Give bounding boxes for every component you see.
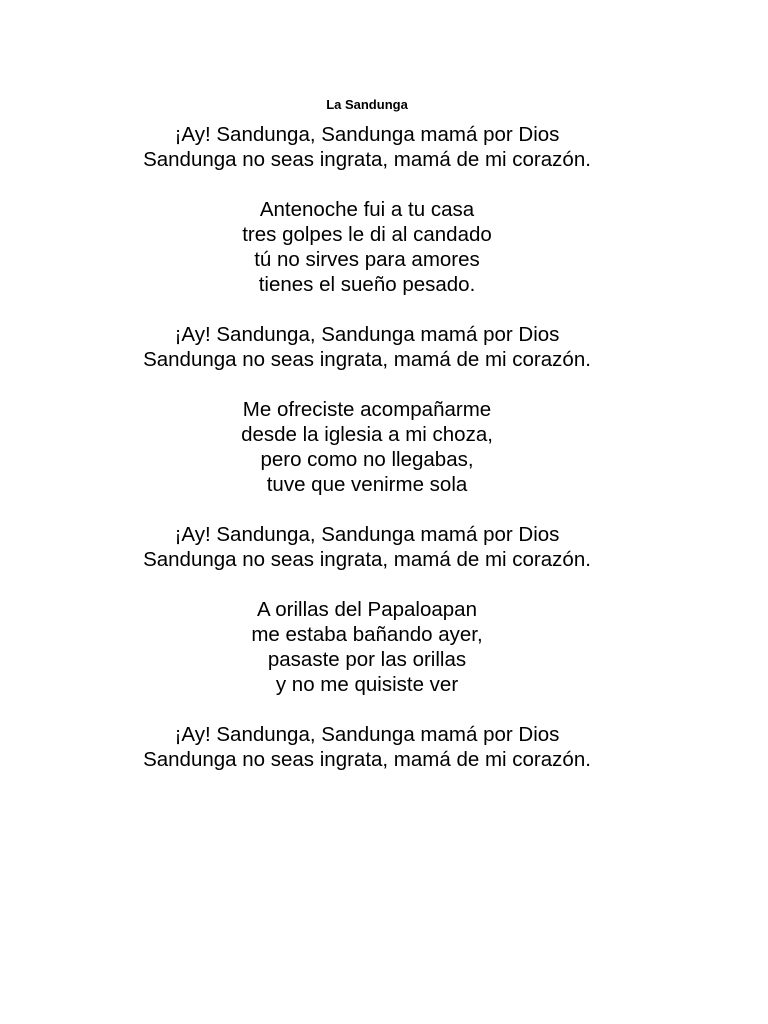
lyric-line: Sandunga no seas ingrata, mamá de mi corazón.: [143, 148, 591, 171]
lyric-line: Sandunga no seas ingrata, mamá de mi corazón.: [143, 548, 591, 571]
stanza-chorus-3: [0, 522, 734, 572]
lyric-line: ¡Ay! Sandunga, Sandunga mamá por Dios: [174, 323, 560, 346]
lyric-line: tres golpes le di al candado: [242, 223, 492, 246]
document-title: La Sandunga: [326, 97, 408, 112]
lyric-line: pasaste por las orillas: [267, 648, 467, 671]
stanza-verse-3: [0, 597, 734, 697]
lyric-line: A orillas del Papaloapan: [257, 598, 477, 621]
lyric-line: y no me quisiste ver: [275, 673, 459, 696]
lyric-line: Sandunga no seas ingrata, mamá de mi corazón.: [143, 748, 591, 771]
lyric-line: Me ofreciste acompañarme: [242, 398, 492, 421]
lyric-line: tuve que venirme sola: [266, 473, 468, 496]
stanza-chorus-1: [0, 122, 734, 172]
stanza-verse-1: [0, 197, 734, 297]
stanza-chorus-2: [0, 322, 734, 372]
lyrics-body: [0, 122, 734, 797]
lyric-line: Antenoche fui a tu casa: [259, 198, 475, 221]
lyric-line: tienes el sueño pesado.: [258, 273, 476, 296]
lyric-line: me estaba bañando ayer,: [251, 623, 483, 646]
lyric-line: tú no sirves para amores: [254, 248, 480, 271]
lyric-line: desde la iglesia a mi choza,: [241, 423, 493, 446]
lyric-line: ¡Ay! Sandunga, Sandunga mamá por Dios: [174, 123, 560, 146]
stanza-chorus-4: [0, 722, 734, 772]
stanza-verse-2: [0, 397, 734, 497]
lyric-line: pero como no llegabas,: [260, 448, 474, 471]
lyric-line: ¡Ay! Sandunga, Sandunga mamá por Dios: [174, 523, 560, 546]
lyric-line: Sandunga no seas ingrata, mamá de mi corazón.: [143, 348, 591, 371]
lyric-line: ¡Ay! Sandunga, Sandunga mamá por Dios: [174, 723, 560, 746]
